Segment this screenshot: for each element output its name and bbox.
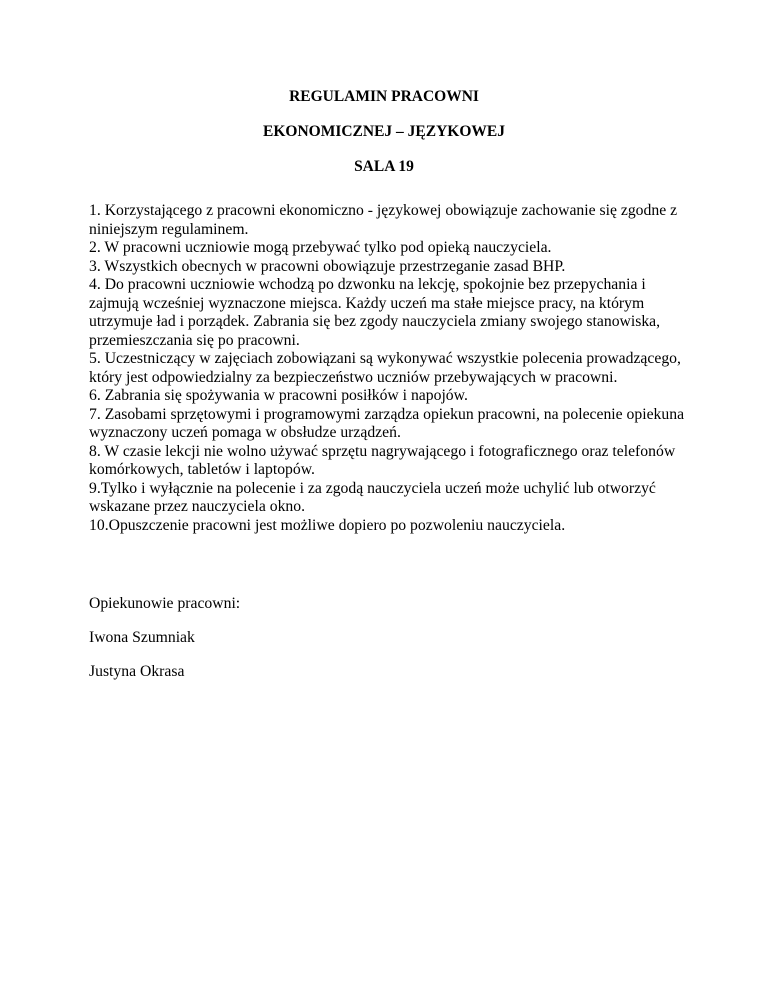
document-subtitle: EKONOMICZNEJ – JĘZYKOWEJ: [263, 123, 505, 140]
rule-item: 5. Uczestniczący w zajęciach zobowiązani są wykonywać wszystkie polecenia prowadzącego, który jest odpowiedzialny za bezpieczeństwo uczniów przebywających w pracowni.: [89, 350, 681, 386]
caretakers-label: Opiekunowie pracowni:: [89, 595, 241, 612]
rule-item: 3. Wszystkich obecnych w pracowni obowiązuje przestrzeganie zasad BHP.: [89, 257, 566, 275]
rule-item: 2. W pracowni uczniowie mogą przebywać tylko pod opieką nauczyciela.: [89, 239, 552, 256]
rule-item: 10.Opuszczenie pracowni jest możliwe dopiero po pozwoleniu nauczyciela.: [89, 516, 566, 534]
rule-item: 6. Zabrania się spożywania w pracowni posiłków i napojów.: [89, 387, 468, 404]
rule-item: 9.Tylko i wyłącznie na polecenie i za zgodą nauczyciela uczeń może uchylić lub otworzyć wskazane przez nauczyciela okno.: [89, 479, 656, 515]
rule-item: 8. W czasie lekcji nie wolno używać sprzętu nagrywającego i fotograficznego oraz telefonów komórkowych, tabletów i laptopów.: [89, 442, 676, 478]
room-number: SALA 19: [354, 158, 414, 175]
caretaker-name: Iwona Szumniak: [89, 629, 195, 646]
rules-list: [89, 202, 689, 535]
rule-item: 4. Do pracowni uczniowie wchodzą po dzwonku na lekcję, spokojnie bez przepychania i zajmują wcześniej wyznaczone miejsca. Każdy uczeń ma stałe miejsce pracy, na którym utrzymuje ład i porządek. Zabrania się bez zgody nauczyciela zmiany swojego stanowiska, przemieszczania się po pracowni.: [89, 276, 661, 349]
document-title: REGULAMIN PRACOWNI: [289, 88, 479, 105]
rule-item: 7. Zasobami sprzętowymi i programowymi zarządza opiekun pracowni, na polecenie opiekuna wyznaczony uczeń pomaga w obsłudze urządzeń.: [89, 405, 685, 441]
caretaker-name: Justyna Okrasa: [89, 663, 185, 680]
rule-item: 1. Korzystającego z pracowni ekonomiczno - językowej obowiązuje zachowanie się zgodne z niniejszym regulaminem.: [89, 202, 678, 238]
